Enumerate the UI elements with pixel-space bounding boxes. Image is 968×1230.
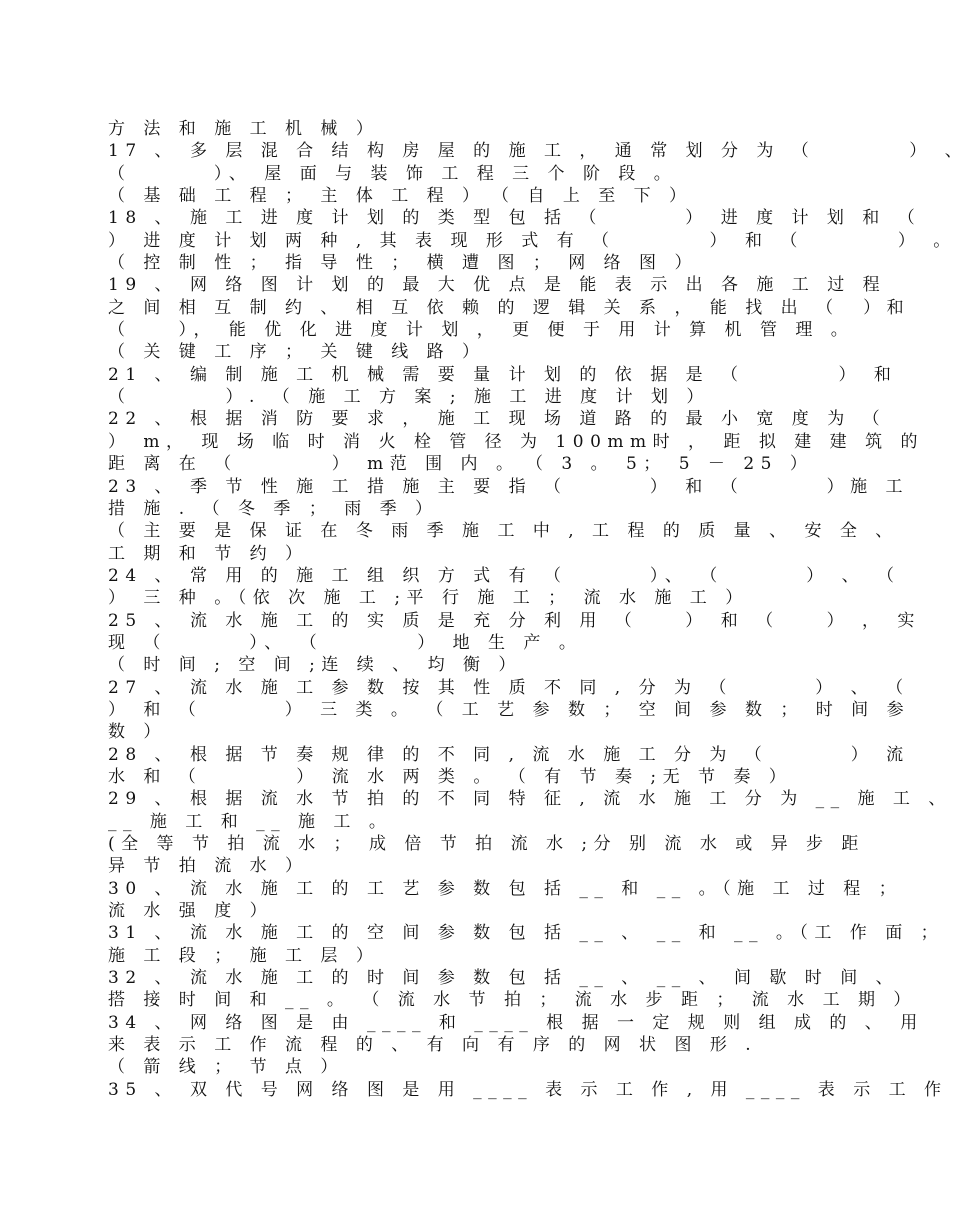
text-line: 29 、 根 据 流 水 节 拍 的 不 同 特 征 , 流 水 施 工 分 为 __ 施 工 、 (108, 789, 952, 810)
text-line: 施 工 段 ； 施 工 层 ） (108, 945, 380, 966)
text-line: 28 、 根 据 节 奏 规 律 的 不 同 , 流 水 施 工 分 为 （ ） 流 (108, 744, 910, 765)
text-line: 距 离 在 （ ） m范 围 内 。 （ 3 。 5； 5 － 25 ） (108, 454, 814, 475)
text-line: （ ）. （ 施 工 方 案 ; 施 工 进 度 计 划 ） (108, 387, 710, 408)
text-line: 24 、 常 用 的 施 工 组 织 方 式 有 （ ）、 （ ） 、 （ (108, 565, 901, 586)
text-line: 方 法 和 施 工 机 械 ） (108, 119, 380, 139)
text-line: 25 、 流 水 施 工 的 实 质 是 充 分 利 用 （ ） 和 （ ） ， 实 (108, 610, 921, 631)
text-line: ） m， 现 场 临 时 消 火 栓 管 径 为 100mm时 ， 距 拟 建 建 筑 的 (108, 431, 924, 452)
text-line: ） 三 种 。（依 次 施 工 ;平 行 施 工 ； 流 水 施 工 ） (108, 588, 749, 609)
text-line: 19 、 网 络 图 计 划 的 最 大 优 点 是 能 表 示 出 各 施 工 过 程 (108, 275, 887, 296)
text-line: ） 和 （ ） 三 类 。 （ 工 艺 参 数 ； 空 间 参 数 ； 时 间 参 (108, 699, 911, 720)
text-line: 现 （ ）、 （ ） 地 生 产 。 (108, 632, 583, 653)
text-line: （ ）， 能 优 化 进 度 计 划 ， 更 便 于 用 计 算 机 管 理 。 (108, 320, 855, 341)
text-line: 18 、 施 工 进 度 计 划 的 类 型 包 括 （ ） 进 度 计 划 和 （ (108, 208, 922, 229)
text-line: 数 ） (108, 722, 167, 743)
text-line: 32 、 流 水 施 工 的 时 间 参 数 包 括 __ 、 __ 、 间 歇 时 间 、 (108, 968, 900, 989)
text-line: 30 、 流 水 施 工 的 工 艺 参 数 包 括 __ 和 __ 。（施 工 过 程 ； (108, 878, 903, 899)
text-line: 22 、 根 据 消 防 要 求 ， 施 工 现 场 道 路 的 最 小 宽 度 为 （ (108, 409, 887, 430)
text-line: 31 、 流 水 施 工 的 空 间 参 数 包 括 __ 、 __ 和 __ 。（工 作 面 ； (108, 923, 945, 944)
text-line: 21 、 编 制 施 工 机 械 需 要 量 计 划 的 依 据 是 （ ） 和 (108, 364, 898, 385)
text-line: __ 施 工 和 __ 施 工 。 (108, 811, 393, 832)
text-line: 来 表 示 工 作 流 程 的 、 有 向 有 序 的 网 状 图 形 . (108, 1035, 758, 1056)
text-line: 27 、 流 水 施 工 参 数 按 其 性 质 不 同 , 分 为 （ ） 、 （ (108, 677, 910, 698)
text-line: 34 、 网 络 图 是 由 ____ 和 ____ 根 据 一 定 规 则 组 成 的 、 用 (108, 1012, 924, 1033)
text-line: （ 时 间 ; 空 间 ;连 续 、 均 衡 ） (108, 655, 522, 676)
text-line: （ ）、 屋 面 与 装 饰 工 程 三 个 阶 段 。 (108, 163, 678, 184)
text-line: （ 基 础 工 程 ； 主 体 工 程 ） （ 自 上 至 下 ） (108, 186, 693, 207)
text-line: 35 、 双 代 号 网 络 图 是 用 ____ 表 示 工 作 , 用 ____ 表 示 工 作 (108, 1079, 948, 1100)
text-line: 措 施 . （ 冬 季 ； 雨 季 ） (108, 498, 439, 519)
text-line: 工 期 和 节 约 ） (108, 543, 309, 564)
text-line: 23 、 季 节 性 施 工 措 施 主 要 指 （ ） 和 （ ）施 工 (108, 476, 909, 497)
text-line: 17 、 多 层 混 合 结 构 房 屋 的 施 工 ， 通 常 划 分 为 （ ） 、 (108, 141, 968, 162)
text-line: (全 等 节 拍 流 水 ； 成 倍 节 拍 流 水 ;分 别 流 水 或 异 步 距 (108, 834, 865, 854)
text-line: 搭 接 时 间 和 __ 。 （ 流 水 节 拍 ； 流 水 步 距 ； 流 水 工 期 ） (108, 990, 917, 1011)
text-line: 之 间 相 互 制 约 、 相 互 依 赖 的 逻 辑 关 系 ， 能 找 出 （ ）和 (108, 297, 911, 318)
text-line: （ 关 键 工 序 ； 关 键 线 路 ） (108, 342, 486, 363)
text-line: （ 主 要 是 保 证 在 冬 雨 季 施 工 中 , 工 程 的 质 量 、 安 全 、 (108, 521, 899, 542)
text-line: 流 水 强 度 ） (108, 901, 274, 922)
text-line: 异 节 拍 流 水 ） (108, 856, 309, 877)
text-line: （ 箭 线 ； 节 点 ） (108, 1057, 344, 1078)
text-line: ） 进 度 计 划 两 种 , 其 表 现 形 式 有 （ ） 和 （ ） 。 (108, 230, 957, 251)
text-line: （ 控 制 性 ； 指 导 性 ； 横 遭 图 ； 网 络 图 ） (108, 253, 698, 274)
text-line: 水 和 （ ） 流 水 两 类 。 （ 有 节 奏 ;无 节 奏 ） (108, 766, 793, 787)
